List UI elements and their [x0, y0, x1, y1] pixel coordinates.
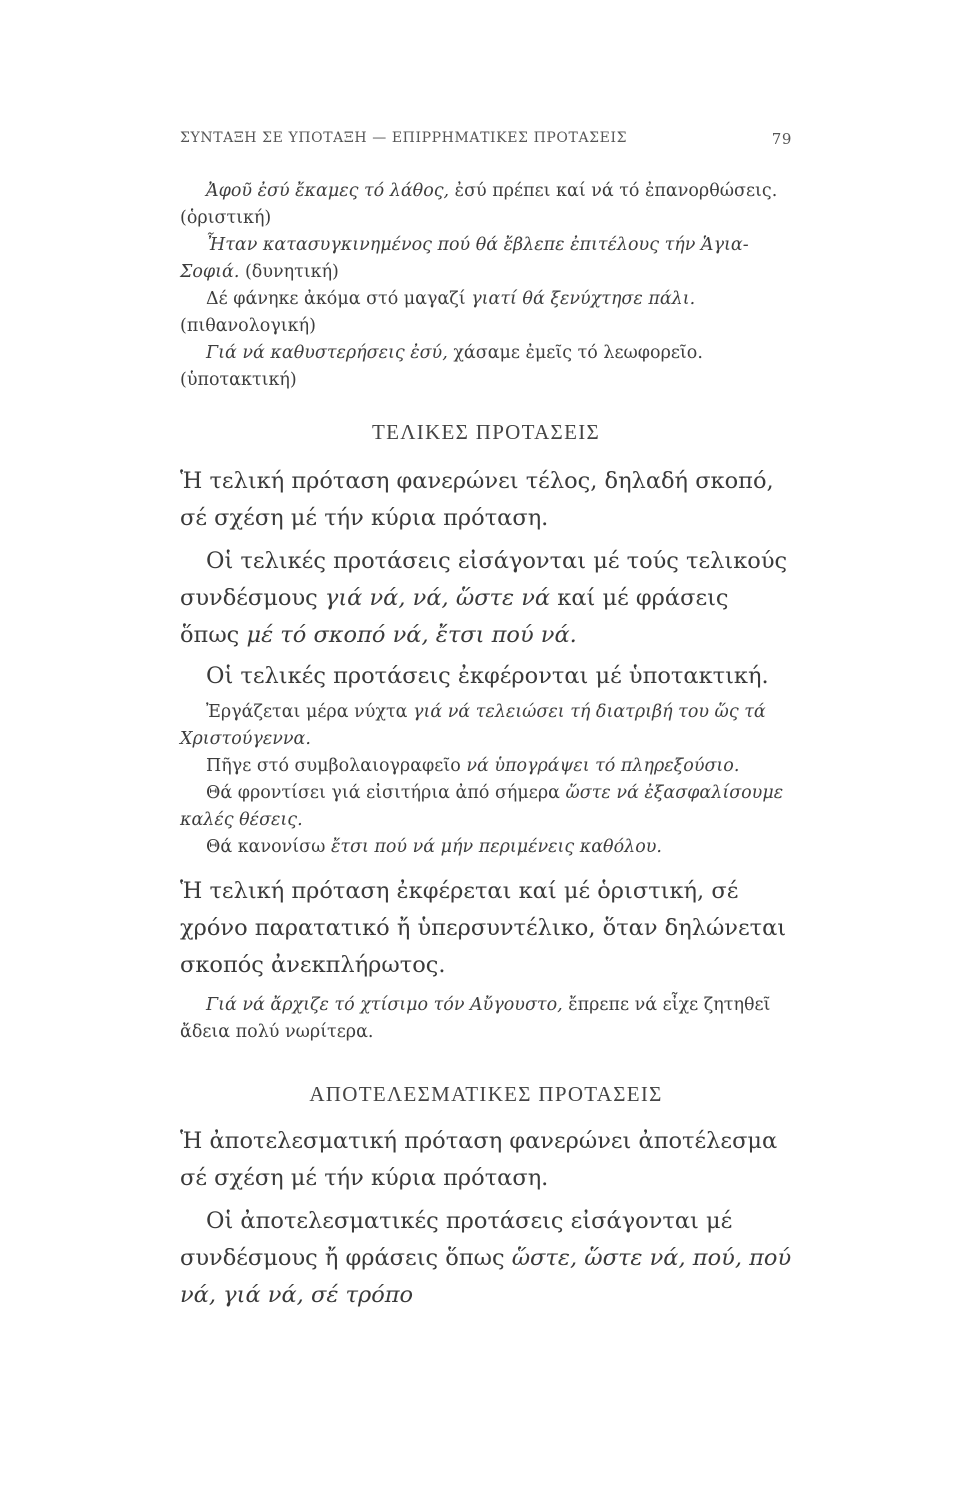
- example-italic: Ἦταν κατασυγκινημένος πού θά ἔβλεπε ἐπιτέλους τήν Ἁγια-Σοφιά.: [180, 235, 749, 282]
- example-final-1: [180, 699, 792, 753]
- example-italic: γιατί θά ξενύχτησε πάλι.: [465, 289, 696, 309]
- example-potential: [180, 232, 792, 286]
- example-roman: Δέ φάνηκε ἀκόμα στό μαγαζί: [206, 289, 466, 309]
- result-rule-conjunctions: [180, 1203, 792, 1314]
- example-roman: Ἐργάζεται μέρα νύχτα: [206, 702, 408, 722]
- example-italic: Γιά νά ἄρχιζε τό χτίσιμο τόν Αὔγουστο,: [206, 995, 563, 1015]
- heading-final-clauses: ΤΕΛΙΚΕΣ ΠΡΟΤΑΣΕΙΣ: [371, 420, 601, 444]
- example-final-2: [180, 753, 792, 780]
- final-rule-indicative: Ἡ τελική πρόταση ἐκφέρεται καί μέ ὁριστική, σέ χρόνο παρατατικό ἤ ὑπερσυντέλικο, ὅταν δηλώνεται σκοπός ἀνεκπλήρωτος.: [180, 878, 787, 978]
- example-subjunctive: [180, 340, 792, 394]
- example-roman: Πῆγε στό συμβολαιογραφεῖο: [206, 756, 461, 776]
- example-italic: Ἀφοῦ ἐσύ ἔκαμες τό λάθος,: [206, 181, 450, 201]
- rule-italic: γιά νά, νά, ὥστε νά: [317, 585, 551, 611]
- example-probable: [180, 286, 792, 340]
- example-definite: [180, 178, 792, 232]
- page-body: [180, 178, 792, 1314]
- example-roman: χάσαμε ἐμεῖς τό λεωφορεῖο. (ὑποτακτική): [180, 343, 703, 390]
- example-italic: ὥστε νά ἐξασφαλίσουμε καλές θέσεις.: [180, 783, 784, 830]
- page-number: 79: [771, 130, 792, 148]
- rule-text: καί μέ φράσεις ὅπως: [180, 585, 729, 648]
- rule-italic: ὥστε, ὥστε νά, πού, πού νά, γιά νά, σέ τρόπο: [180, 1245, 792, 1308]
- rule-italic: μέ τό σκοπό νά, ἔτσι πού νά.: [239, 622, 577, 648]
- example-italic: νά ὑπογράψει τό πληρεξούσιο.: [460, 756, 740, 776]
- running-head-title: ΣΥΝΤΑΞΗ ΣΕ ΥΠΟΤΑΞΗ — ΕΠΙΡΡΗΜΑΤΙΚΕΣ ΠΡΟΤΑΣΕΙΣ: [180, 130, 628, 146]
- heading-result-clauses: ΑΠΟΤΕΛΕΣΜΑΤΙΚΕΣ ΠΡΟΤΑΣΕΙΣ: [309, 1082, 663, 1106]
- example-roman: Θά κανονίσω: [206, 837, 326, 857]
- example-final-5: [180, 992, 792, 1046]
- example-roman: (δυνητική): [239, 262, 339, 282]
- example-final-4: [180, 834, 792, 861]
- rule-text: Οἱ τελικές προτάσεις εἰσάγονται μέ τούς τελικούς συνδέσμους: [180, 548, 788, 611]
- example-roman: (πιθανολογική): [180, 316, 316, 336]
- result-rule-definition: Ἡ ἀποτελεσματική πρόταση φανερώνει ἀποτέλεσμα σέ σχέση μέ τήν κύρια πρόταση.: [180, 1128, 778, 1191]
- example-italic: ἔτσι πού νά μήν περιμένεις καθόλου.: [325, 837, 662, 857]
- example-italic: Γιά νά καθυστερήσεις ἐσύ,: [206, 343, 448, 363]
- example-italic: γιά νά τελειώσει τή διατριβή του ὥς τά Χριστούγεννα.: [180, 702, 766, 749]
- final-rule-conjunctions: [180, 543, 792, 654]
- final-rule-definition: Ἡ τελική πρόταση φανερώνει τέλος, δηλαδή σκοπό, σέ σχέση μέ τήν κύρια πρόταση.: [180, 468, 774, 531]
- final-rule-mood: Οἱ τελικές προτάσεις ἐκφέρονται μέ ὑποτακτική.: [206, 663, 769, 689]
- example-final-3: [180, 780, 792, 834]
- example-roman: Θά φροντίσει γιά εἰσιτήρια ἀπό σήμερα: [206, 783, 560, 803]
- example-roman: ἐσύ πρέπει καί νά τό ἐπανορθώσεις. (ὁριστική): [180, 181, 778, 228]
- example-roman: ἔπρεπε νά εἶχε ζητηθεῖ ἄδεια πολύ νωρίτερα.: [180, 995, 771, 1042]
- rule-text: Οἱ ἀποτελεσματικές προτάσεις εἰσάγονται μέ συνδέσμους ἤ φράσεις ὅπως: [180, 1208, 733, 1271]
